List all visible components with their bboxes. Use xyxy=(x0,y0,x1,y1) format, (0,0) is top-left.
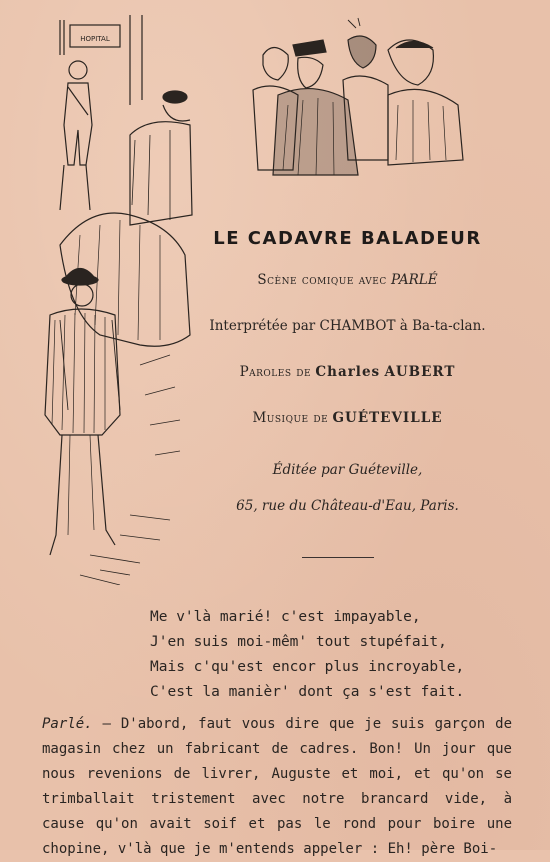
poem-line: Mais c'qu'est encor plus incroyable, xyxy=(150,659,465,675)
poem-stanza xyxy=(150,605,465,705)
music-line xyxy=(205,410,490,426)
subtitle-prefix: Scène comique avec xyxy=(257,272,387,288)
lyrics-line xyxy=(205,364,490,380)
poem-line: C'est la manièr' dont ça s'est fait. xyxy=(150,684,465,700)
lyricist-last: AUBERT xyxy=(384,364,456,380)
poem-line: Me v'là marié! c'est impayable, xyxy=(150,609,421,625)
lyrics-prefix: Paroles de xyxy=(239,364,312,380)
hospital-sign-text: HOPITAL xyxy=(80,35,110,43)
address-line: 65, rue du Château-d'Eau, Paris. xyxy=(236,498,459,514)
composer-name: GUÉTEVILLE xyxy=(332,410,443,426)
subtitle-word: PARLÉ xyxy=(391,272,438,288)
performer-line xyxy=(205,318,490,334)
song-title: LE CADAVRE BALADEUR xyxy=(213,228,482,249)
music-prefix: Musique de xyxy=(252,410,329,426)
subtitle-line xyxy=(205,272,490,288)
spoken-paragraph xyxy=(42,712,512,862)
spoken-text: — D'abord, faut vous dire que je suis garçon de magasin chez un fabricant de cadres. Bon! Un jour que nous revenions de livrer, Auguste et moi, et qu'on se trimballait tristement avec notre brancard vide, à cause qu'on avait soif et pas le rond pour boire une chopine, v'là que je m'entends appeler : Eh! père Boi- xyxy=(42,716,512,857)
illustration-group xyxy=(238,10,478,180)
lyricist-first: Charles xyxy=(315,364,381,380)
poem-line: J'en suis moi-mêm' tout stupéfait, xyxy=(150,634,447,650)
divider-rule xyxy=(302,557,374,558)
performer-name: CHAMBOT xyxy=(319,318,396,334)
performed-suffix: à Ba-ta-clan. xyxy=(399,318,486,334)
spoken-label: Parlé. xyxy=(42,716,93,732)
publisher-line: Éditée par Guéteville, xyxy=(272,462,423,478)
performed-prefix: Interprétée par xyxy=(209,318,316,334)
illustration-procession xyxy=(20,15,195,585)
